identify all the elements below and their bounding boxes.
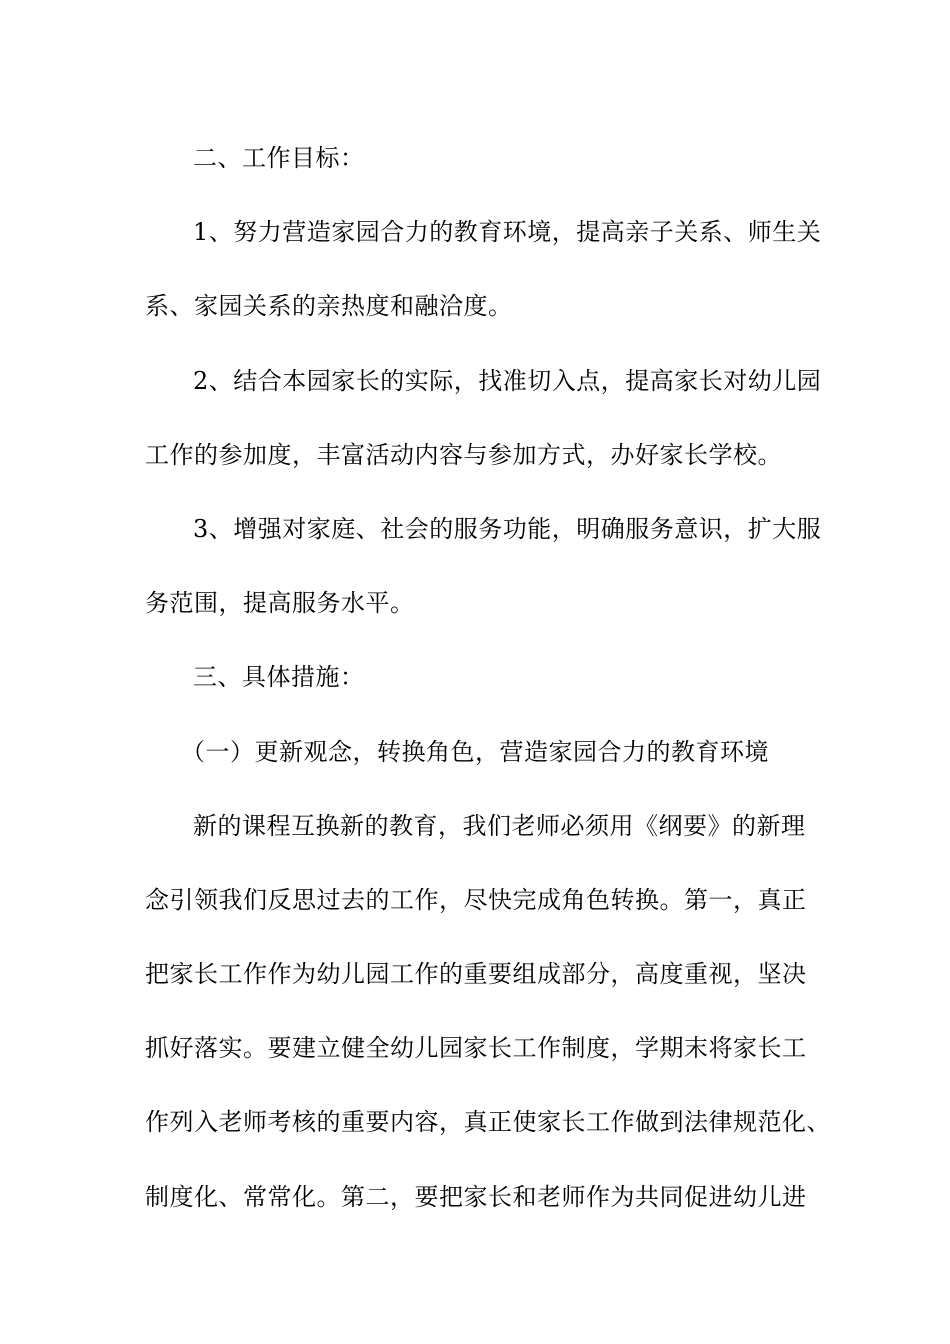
body-paragraph-line-6: 制度化、常常化。第二，要把家长和老师作为共同促进幼儿进 <box>145 1182 807 1211</box>
goal-item-3-line-2: 务范围，提高服务水平。 <box>145 589 415 618</box>
subsection-heading-1: （一）更新观念，转换角色，营造家园合力的教育环境 <box>181 737 769 766</box>
body-paragraph-line-4: 抓好落实。要建立健全幼儿园家长工作制度，学期末将家长工 <box>145 1034 807 1063</box>
goal-item-1-line-2: 系、家园关系的亲热度和融洽度。 <box>145 292 513 321</box>
document-body <box>145 121 831 1234</box>
goal-item-1-line-1: 1、努力营造家园合力的教育环境，提高亲子关系、师生关 <box>193 218 822 247</box>
body-paragraph-line-2: 念引领我们反思过去的工作，尽快完成角色转换。第一，真正 <box>145 885 807 914</box>
goal-item-2-line-2: 工作的参加度，丰富活动内容与参加方式，办好家长学校。 <box>145 440 782 469</box>
section-heading-measures: 三、具体措施： <box>193 663 365 692</box>
body-paragraph-line-3: 把家长工作作为幼儿园工作的重要组成部分，高度重视，坚决 <box>145 960 807 989</box>
goal-item-3-line-1: 3、增强对家庭、社会的服务功能，明确服务意识，扩大服 <box>193 514 822 543</box>
body-paragraph-line-5: 作列入老师考核的重要内容，真正使家长工作做到法律规范化、 <box>145 1108 831 1137</box>
body-paragraph-line-1: 新的课程互换新的教育，我们老师必须用《纲要》的新理 <box>193 811 806 840</box>
goal-item-2-line-1: 2、结合本园家长的实际，找准切入点，提高家长对幼儿园 <box>193 366 822 395</box>
section-heading-goals: 二、工作目标： <box>193 144 365 172</box>
